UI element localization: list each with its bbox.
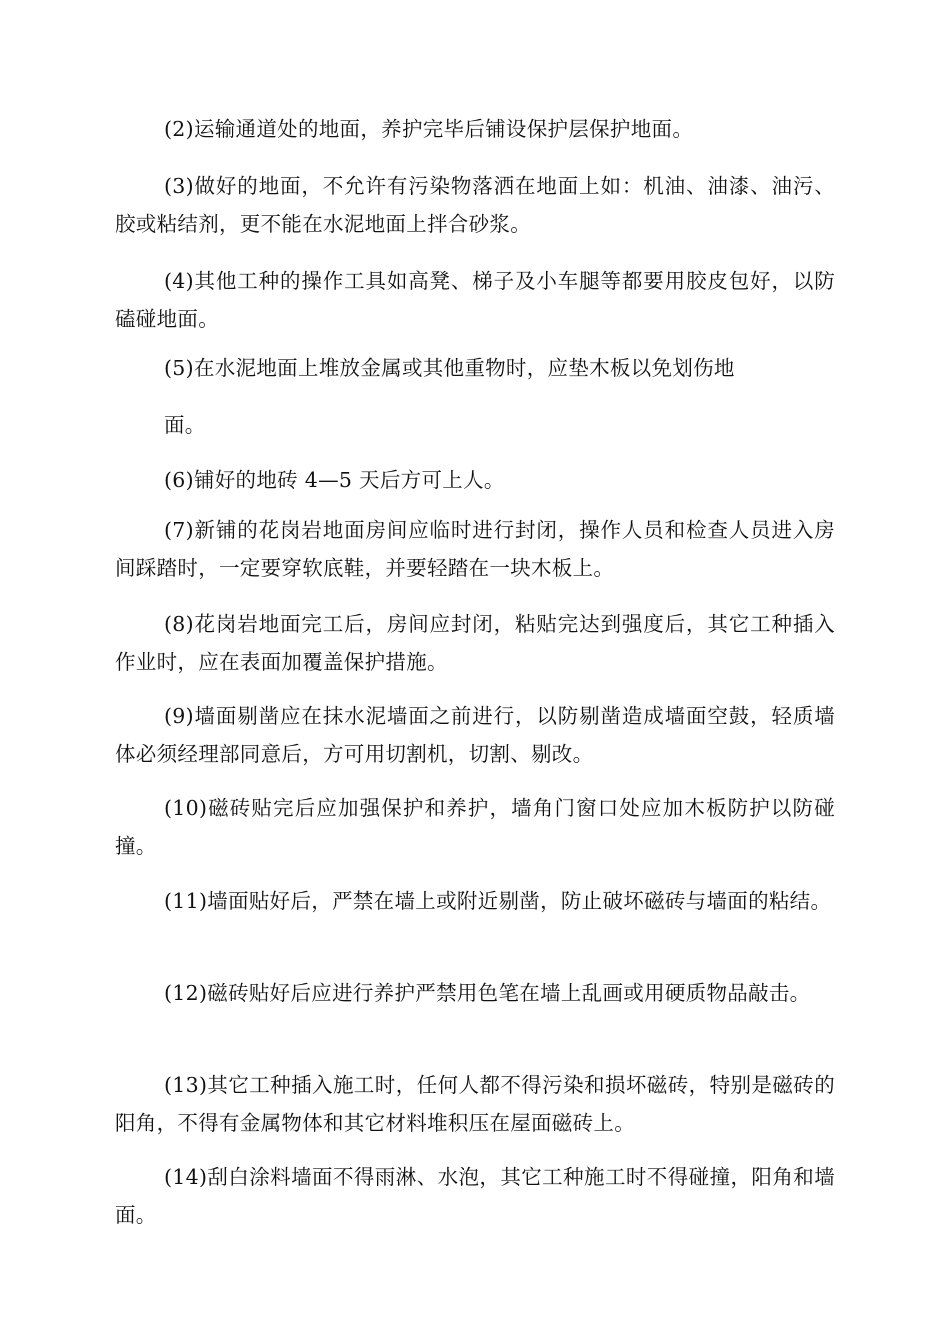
paragraph-item-10: (10)磁砖贴完后应加强保护和养护，墙角门窗口处应加木板防护以防碰撞。 [115, 796, 835, 858]
paragraph-item-9: (9)墙面剔凿应在抹水泥墙面之前进行，以防剔凿造成墙面空鼓，轻质墙体必须经理部同意后，方可用切割机，切割、剔改。 [115, 704, 835, 766]
paragraph-item-12: (12)磁砖贴好后应进行养护严禁用色笔在墙上乱画或用硬质物品敲击。 [164, 981, 811, 1005]
paragraph-item-5: (5)在水泥地面上堆放金属或其他重物时，应垫木板以免划伤地 [164, 356, 735, 380]
paragraph-item-5-continuation: 面。 [164, 413, 206, 437]
paragraph-item-7: (7)新铺的花岗岩地面房间应临时进行封闭，操作人员和检查人员进入房间踩踏时，一定要穿软底鞋，并要轻踏在一块木板上。 [115, 518, 835, 580]
paragraph-item-3: (3)做好的地面，不允许有污染物落洒在地面上如：机油、油漆、油污、胶或粘结剂，更不能在水泥地面上拌合砂浆。 [115, 174, 835, 236]
paragraph-item-2: (2)运输通道处的地面，养护完毕后铺设保护层保护地面。 [164, 117, 694, 141]
paragraph-item-13: (13)其它工种插入施工时，任何人都不得污染和损坏磁砖，特别是磁砖的阳角，不得有金属物体和其它材料堆积压在屋面磁砖上。 [115, 1073, 835, 1135]
paragraph-item-4: (4)其他工种的操作工具如高凳、梯子及小车腿等都要用胶皮包好，以防磕碰地面。 [115, 269, 835, 331]
paragraph-item-8: (8)花岗岩地面完工后，房间应封闭，粘贴完达到强度后，其它工种插入作业时，应在表面加覆盖保护措施。 [115, 612, 835, 674]
paragraph-item-14: (14)刮白涂料墙面不得雨淋、水泡，其它工种施工时不得碰撞，阳角和墙面。 [115, 1165, 835, 1227]
paragraph-item-6: (6)铺好的地砖 4—5 天后方可上人。 [164, 468, 505, 492]
paragraph-item-11: (11)墙面贴好后，严禁在墙上或附近剔凿，防止破坏磁砖与墙面的粘结。 [164, 889, 832, 913]
